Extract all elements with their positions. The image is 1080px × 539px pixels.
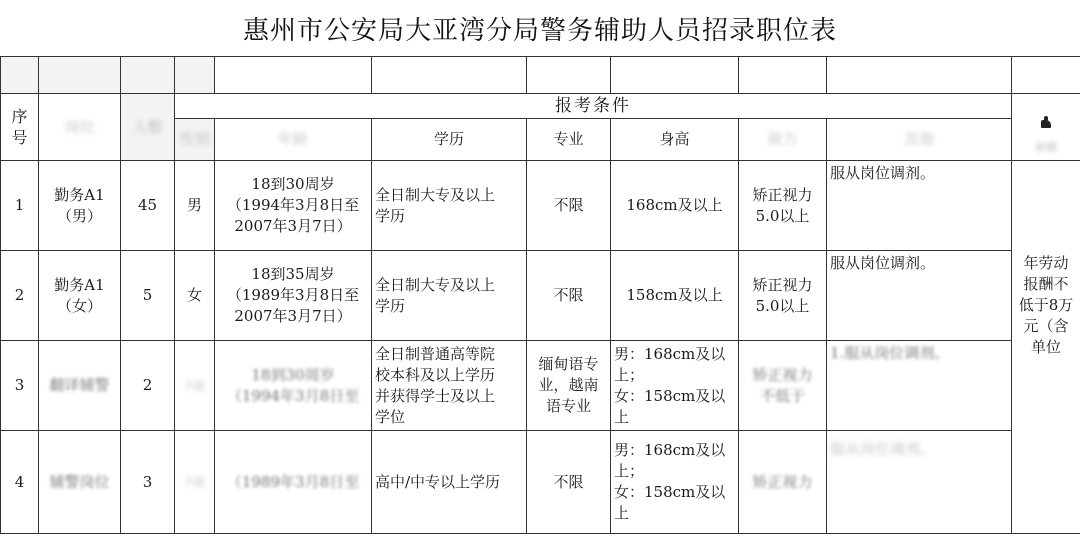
row-major: 不限	[527, 431, 611, 534]
job-position-table	[0, 56, 1080, 534]
row-height: 男：168cm及以 上； 女：158cm及以 上	[611, 431, 739, 534]
table-row	[1, 161, 1080, 251]
header-gender: 性别	[175, 119, 215, 161]
row-major: 不限	[527, 161, 611, 251]
row-gender: 不限	[175, 431, 215, 534]
header-exam-conditions: 报考条件	[175, 94, 1012, 119]
blank-cell	[121, 57, 175, 94]
row-height: 男：168cm及以 上； 女：158cm及以 上	[611, 341, 739, 431]
blank-cell	[39, 57, 121, 94]
row-education: 全日制普通高等院 校本科及以上学历 并获得学士及以上 学位	[372, 341, 527, 431]
row-other: 1.服从岗位调剂。	[827, 341, 1012, 431]
header-height: 身高	[611, 119, 739, 161]
blank-cell	[827, 57, 1012, 94]
header-major: 专业	[527, 119, 611, 161]
blank-cell	[1, 57, 39, 94]
blank-cell	[527, 57, 611, 94]
header-group-row	[1, 94, 1080, 119]
header-pay: 薪酬	[1012, 94, 1080, 161]
row-count: 5	[121, 251, 175, 341]
table-row	[1, 251, 1080, 341]
row-height: 158cm及以上	[611, 251, 739, 341]
row-seq: 3	[1, 341, 39, 431]
row-count: 2	[121, 341, 175, 431]
row-major: 缅甸语专 业，越南 语专业	[527, 341, 611, 431]
blank-cell	[611, 57, 739, 94]
row-seq: 2	[1, 251, 39, 341]
row-education: 高中/中专以上学历	[372, 431, 527, 534]
header-top-strip	[1, 57, 1080, 94]
header-count: 人数	[121, 94, 175, 161]
row-gender: 女	[175, 251, 215, 341]
row-age: 18到30周岁 （1994年3月8日至	[215, 341, 372, 431]
row-other: 服从岗位调剂。	[827, 161, 1012, 251]
header-education: 学历	[372, 119, 527, 161]
header-seq: 序 号	[1, 94, 39, 161]
row-height: 168cm及以上	[611, 161, 739, 251]
blank-cell	[372, 57, 527, 94]
row-other: 服从岗位调剂。	[827, 431, 1012, 534]
row-gender: 男	[175, 161, 215, 251]
blank-cell	[1012, 57, 1080, 94]
header-post: 岗位	[39, 94, 121, 161]
row-education: 全日制大专及以上 学历	[372, 161, 527, 251]
row-post-name: 勤务A1 （男）	[39, 161, 121, 251]
header-other: 其他	[827, 119, 1012, 161]
row-vision: 矫正视力 5.0以上	[739, 161, 827, 251]
blank-cell	[739, 57, 827, 94]
row-seq: 1	[1, 161, 39, 251]
blank-cell	[215, 57, 372, 94]
row-age: 18到30周岁 （1994年3月8日至 2007年3月7日）	[215, 161, 372, 251]
figure-icon	[1039, 116, 1053, 130]
row-vision: 矫正视力 5.0以上	[739, 251, 827, 341]
table-row	[1, 341, 1080, 431]
row-post-name: 翻译辅警	[39, 341, 121, 431]
row-age: 18到35周岁 （1989年3月8日至 2007年3月7日）	[215, 251, 372, 341]
row-post-name: 勤务A1 （女）	[39, 251, 121, 341]
table-row	[1, 431, 1080, 534]
row-gender: 不限	[175, 341, 215, 431]
page-title: 惠州市公安局大亚湾分局警务辅助人员招录职位表	[0, 0, 1080, 57]
row-other: 服从岗位调剂。	[827, 251, 1012, 341]
header-age: 年龄	[215, 119, 372, 161]
header-vision: 视力	[739, 119, 827, 161]
row-seq: 4	[1, 431, 39, 534]
row-count: 3	[121, 431, 175, 534]
row-education: 全日制大专及以上 学历	[372, 251, 527, 341]
row-age: （1989年3月8日至	[215, 431, 372, 534]
blank-cell	[175, 57, 215, 94]
row-vision: 矫正视力 不低于	[739, 341, 827, 431]
row-pay: 年劳动 报酬不 低于8万 元（含 单位	[1012, 161, 1080, 534]
row-vision: 矫正视力	[739, 431, 827, 534]
row-count: 45	[121, 161, 175, 251]
row-post-name: 辅警岗位	[39, 431, 121, 534]
row-major: 不限	[527, 251, 611, 341]
